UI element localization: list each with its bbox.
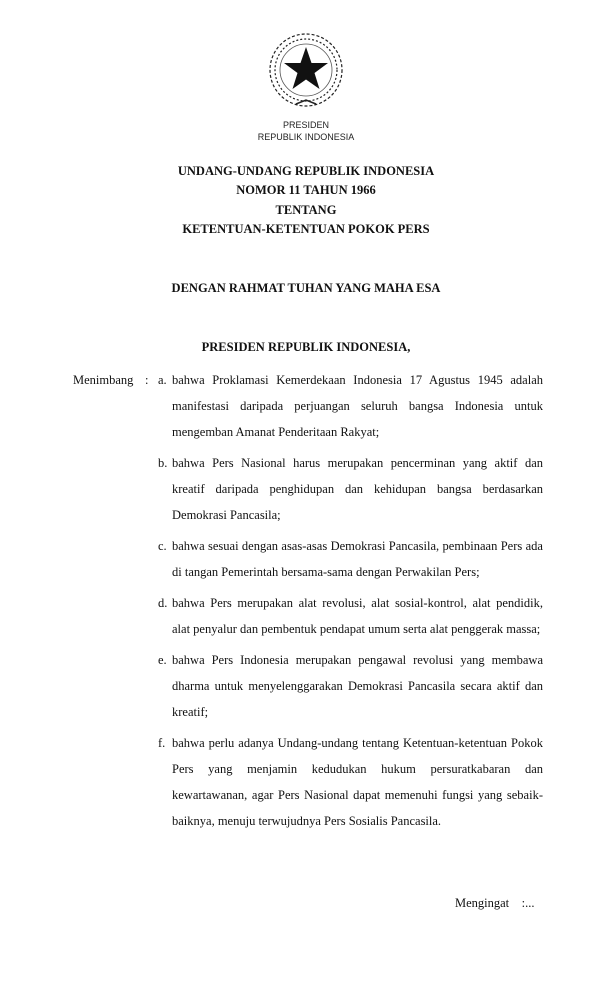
item-letter: d. <box>158 596 168 610</box>
considering-item <box>158 367 543 445</box>
letterhead-line-1: PRESIDEN <box>282 120 329 130</box>
considering-item <box>158 590 543 642</box>
item-text: bahwa Pers Nasional harus merupakan pencerminan yang aktif dan kreatif daripada penghidupan dan kehidupan bangsa berdasarkan Demokrasi Pancasila; <box>172 456 543 522</box>
item-letter: c. <box>158 539 167 553</box>
considering-item <box>158 730 543 834</box>
item-letter: a. <box>158 373 167 387</box>
letterhead-line-2: REPUBLIK INDONESIA <box>257 132 355 142</box>
item-letter: b. <box>158 456 168 470</box>
continuation-marker: Mengingat :... <box>455 896 535 910</box>
considering-colon: : <box>145 373 149 387</box>
issuer: PRESIDEN REPUBLIK INDONESIA, <box>201 340 411 354</box>
item-text: bahwa Pers Indonesia merupakan pengawal revolusi yang membawa dharma untuk menyelenggarakan Demokrasi Pancasila secara aktif dan kreatif; <box>172 653 543 719</box>
item-text: bahwa Proklamasi Kemerdekaan Indonesia 17 Agustus 1945 adalah manifestasi daripada perjuangan seluruh bangsa Indonesia untuk mengemban Amanat Penderitaan Rakyat; <box>172 373 543 439</box>
considering-label: Menimbang <box>73 373 134 387</box>
law-about: TENTANG <box>275 203 337 217</box>
considering-item <box>158 450 543 528</box>
law-number: NOMOR 11 TAHUN 1966 <box>236 183 376 197</box>
preamble: DENGAN RAHMAT TUHAN YANG MAHA ESA <box>171 281 441 295</box>
item-text: bahwa Pers merupakan alat revolusi, alat sosial-kontrol, alat pendidik, alat penyalur dan pembentuk pendapat umum serta alat penggerak massa; <box>172 596 543 636</box>
considering-item <box>158 533 543 585</box>
state-emblem-icon <box>266 30 346 110</box>
item-letter: e. <box>158 653 167 667</box>
item-text: bahwa perlu adanya Undang-undang tentang Ketentuan-ketentuan Pokok Pers yang menjamin kedudukan hukum persuratkabaran dan kewartawanan, agar Pers Nasional dapat memenuhi fungsi yang sebaik-baiknya, menuju terwujudnya Pers Sosialis Pancasila. <box>172 736 543 828</box>
item-text: bahwa sesuai dengan asas-asas Demokrasi Pancasila, pembinaan Pers ada di tangan Pemerintah bersama-sama dengan Perwakilan Pers; <box>172 539 543 579</box>
law-title-line-1: UNDANG-UNDANG REPUBLIK INDONESIA <box>177 164 435 178</box>
item-letter: f. <box>158 736 166 750</box>
considering-item <box>158 647 543 725</box>
law-subject: KETENTUAN-KETENTUAN POKOK PERS <box>182 222 430 236</box>
